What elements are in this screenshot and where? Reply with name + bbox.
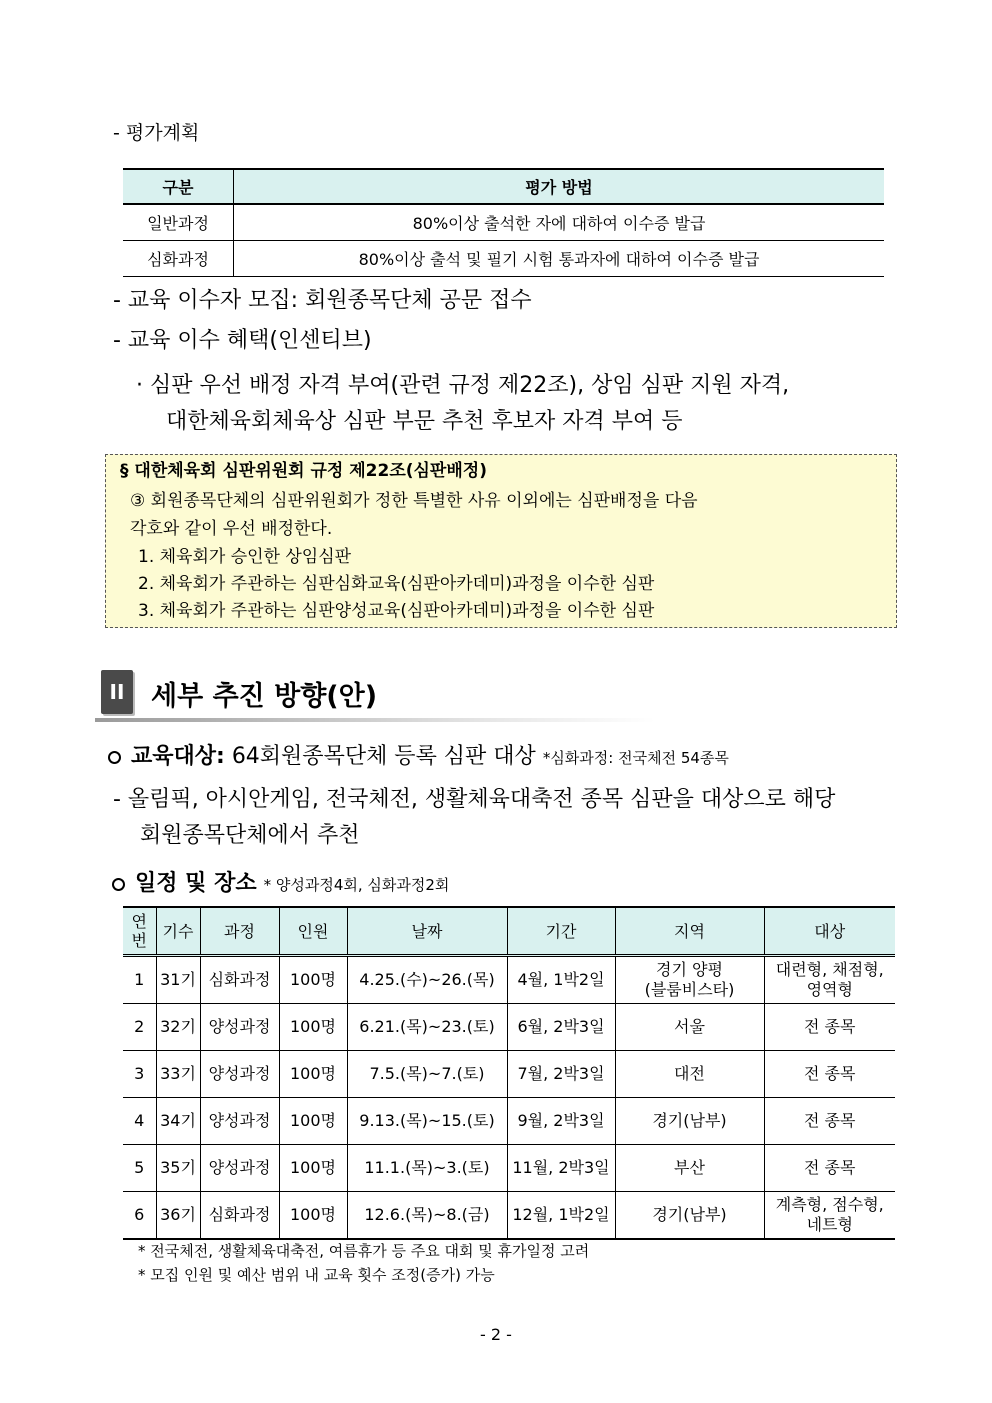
schedule-cell-row-no: 5 bbox=[123, 1145, 156, 1192]
target-note: *심화과정: 전국체전 54종목 bbox=[542, 749, 729, 767]
schedule-cell-row-region: 경기(남부) bbox=[615, 1098, 764, 1145]
schedule-cell-row-region: 서울 bbox=[615, 1004, 764, 1051]
schedule-heading bbox=[112, 866, 449, 897]
schedule-cell-row-target: 전 종목 bbox=[764, 1051, 895, 1098]
schedule-cell-row-region: 대전 bbox=[615, 1051, 764, 1098]
schedule-cell-row-course: 심화과정 bbox=[200, 1192, 279, 1240]
schedule-cell-row-course: 심화과정 bbox=[200, 956, 279, 1004]
schedule-cell-row-target: 전 종목 bbox=[764, 1145, 895, 1192]
eval-cell: 80%이상 출석 및 필기 시험 통과자에 대하여 이수증 발급 bbox=[234, 241, 885, 277]
eval-cell: 일반과정 bbox=[123, 204, 234, 241]
schedule-cell-row-capacity: 100명 bbox=[279, 956, 347, 1004]
schedule-header-no: 연번 bbox=[123, 907, 156, 956]
schedule-cell-row-course: 양성과정 bbox=[200, 1004, 279, 1051]
page-number: - 2 - bbox=[480, 1325, 512, 1344]
regulation-clause-2: 각호와 같이 우선 배정한다. bbox=[130, 519, 333, 539]
footnote: * 모집 인원 및 예산 범위 내 교육 횟수 조정(증가) 가능 bbox=[138, 1266, 495, 1284]
schedule-cell-row-no: 6 bbox=[123, 1192, 156, 1240]
table-row bbox=[123, 1192, 895, 1240]
schedule-cell-row-capacity: 100명 bbox=[279, 1098, 347, 1145]
schedule-cell-row-region: 경기(남부) bbox=[615, 1192, 764, 1240]
table-row bbox=[123, 1051, 895, 1098]
target-line bbox=[108, 739, 729, 770]
section-underline bbox=[95, 718, 655, 722]
table-row bbox=[123, 1145, 895, 1192]
schedule-cell-row-cohort: 34기 bbox=[156, 1098, 200, 1145]
eval-header-method: 평가 방법 bbox=[234, 169, 885, 204]
benefit-detail-2: 대한체육회체육상 심판 부문 추천 후보자 자격 부여 등 bbox=[166, 409, 683, 434]
schedule-cell-row-capacity: 100명 bbox=[279, 1004, 347, 1051]
table-row bbox=[123, 1004, 895, 1051]
schedule-cell-row-course: 양성과정 bbox=[200, 1051, 279, 1098]
schedule-cell-row-period: 6월, 2박3일 bbox=[507, 1004, 615, 1051]
schedule-header-course: 과정 bbox=[200, 907, 279, 956]
schedule-cell-row-course: 양성과정 bbox=[200, 1145, 279, 1192]
regulation-clause-1: ③ 회원종목단체의 심판위원회가 정한 특별한 사유 이외에는 심판배정을 다음 bbox=[130, 491, 698, 511]
regulation-item: 2. 체육회가 주관하는 심판심화교육(심판아카데미)과정을 이수한 심판 bbox=[138, 574, 655, 594]
schedule-cell-row-date: 6.21.(목)~23.(토) bbox=[347, 1004, 507, 1051]
schedule-cell-row-date: 12.6.(목)~8.(금) bbox=[347, 1192, 507, 1240]
eval-table bbox=[123, 168, 884, 277]
schedule-header-date: 날짜 bbox=[347, 907, 507, 956]
schedule-cell-row-cohort: 31기 bbox=[156, 956, 200, 1004]
schedule-cell-row-period: 4월, 1박2일 bbox=[507, 956, 615, 1004]
schedule-header-capacity: 인원 bbox=[279, 907, 347, 956]
schedule-cell-row-capacity: 100명 bbox=[279, 1145, 347, 1192]
table-row bbox=[123, 956, 895, 1004]
eval-table-header-row bbox=[123, 169, 884, 204]
regulation-item: 1. 체육회가 승인한 상임심판 bbox=[138, 547, 352, 567]
table-row bbox=[123, 241, 884, 277]
schedule-cell-row-period: 9월, 2박3일 bbox=[507, 1098, 615, 1145]
circle-bullet-icon bbox=[108, 751, 121, 764]
schedule-label: 일정 및 장소 bbox=[135, 871, 257, 896]
schedule-header-period: 기간 bbox=[507, 907, 615, 956]
schedule-cell-row-period: 7월, 2박3일 bbox=[507, 1051, 615, 1098]
eval-cell: 80%이상 출석한 자에 대하여 이수증 발급 bbox=[234, 204, 885, 241]
eval-header-category: 구분 bbox=[123, 169, 234, 204]
benefit-detail-1: · 심판 우선 배정 자격 부여(관련 규정 제22조), 상임 심판 지원 자격, bbox=[136, 373, 790, 398]
schedule-cell-row-cohort: 36기 bbox=[156, 1192, 200, 1240]
schedule-cell-row-period: 12월, 1박2일 bbox=[507, 1192, 615, 1240]
schedule-header-row bbox=[123, 907, 895, 956]
schedule-cell-row-date: 9.13.(목)~15.(토) bbox=[347, 1098, 507, 1145]
regulation-title: § 대한체육회 심판위원회 규정 제22조(심판배정) bbox=[120, 461, 487, 481]
footnote: * 전국체전, 생활체육대축전, 여름휴가 등 주요 대회 및 휴가일정 고려 bbox=[138, 1242, 590, 1260]
schedule-cell-row-no: 3 bbox=[123, 1051, 156, 1098]
schedule-cell-row-no: 2 bbox=[123, 1004, 156, 1051]
schedule-header-target: 대상 bbox=[764, 907, 895, 956]
table-row bbox=[123, 1098, 895, 1145]
recruit-line: - 교육 이수자 모집: 회원종목단체 공문 접수 bbox=[113, 288, 532, 313]
target-detail-2: 회원종목단체에서 추천 bbox=[140, 823, 360, 848]
schedule-cell-row-date: 11.1.(목)~3.(토) bbox=[347, 1145, 507, 1192]
schedule-cell-row-no: 1 bbox=[123, 956, 156, 1004]
schedule-header-region: 지역 bbox=[615, 907, 764, 956]
schedule-cell-row-target: 대련형, 채점형, 영역형 bbox=[764, 956, 895, 1004]
section-header bbox=[95, 668, 655, 724]
regulation-box bbox=[105, 454, 897, 628]
eval-cell: 심화과정 bbox=[123, 241, 234, 277]
schedule-cell-row-cohort: 35기 bbox=[156, 1145, 200, 1192]
schedule-note: * 양성과정4회, 심화과정2회 bbox=[263, 876, 450, 894]
schedule-cell-row-no: 4 bbox=[123, 1098, 156, 1145]
target-label: 교육대상: bbox=[131, 744, 225, 769]
schedule-cell-row-target: 계측형, 점수형, 네트형 bbox=[764, 1192, 895, 1240]
schedule-cell-row-period: 11월, 2박3일 bbox=[507, 1145, 615, 1192]
section-title: 세부 추진 방향(안) bbox=[151, 681, 378, 712]
schedule-cell-row-cohort: 32기 bbox=[156, 1004, 200, 1051]
schedule-cell-row-date: 4.25.(수)~26.(목) bbox=[347, 956, 507, 1004]
schedule-cell-row-region: 경기 양평 (블룸비스타) bbox=[615, 956, 764, 1004]
target-detail-1: - 올림픽, 아시안게임, 전국체전, 생활체육대축전 종목 심판을 대상으로 해당 bbox=[113, 787, 836, 812]
target-text: 64회원종목단체 등록 심판 대상 bbox=[231, 744, 536, 769]
schedule-cell-row-date: 7.5.(목)~7.(토) bbox=[347, 1051, 507, 1098]
schedule-cell-row-capacity: 100명 bbox=[279, 1051, 347, 1098]
schedule-header-cohort: 기수 bbox=[156, 907, 200, 956]
eval-plan-heading: - 평가계획 bbox=[113, 122, 200, 144]
schedule-cell-row-capacity: 100명 bbox=[279, 1192, 347, 1240]
schedule-cell-row-target: 전 종목 bbox=[764, 1098, 895, 1145]
schedule-cell-row-target: 전 종목 bbox=[764, 1004, 895, 1051]
schedule-cell-row-region: 부산 bbox=[615, 1145, 764, 1192]
section-number: II bbox=[101, 670, 133, 714]
circle-bullet-icon bbox=[112, 878, 125, 891]
benefit-line: - 교육 이수 혜택(인센티브) bbox=[113, 328, 372, 353]
schedule-cell-row-course: 양성과정 bbox=[200, 1098, 279, 1145]
regulation-item: 3. 체육회가 주관하는 심판양성교육(심판아카데미)과정을 이수한 심판 bbox=[138, 601, 655, 621]
schedule-cell-row-cohort: 33기 bbox=[156, 1051, 200, 1098]
schedule-table bbox=[123, 906, 895, 1240]
table-row bbox=[123, 204, 884, 241]
